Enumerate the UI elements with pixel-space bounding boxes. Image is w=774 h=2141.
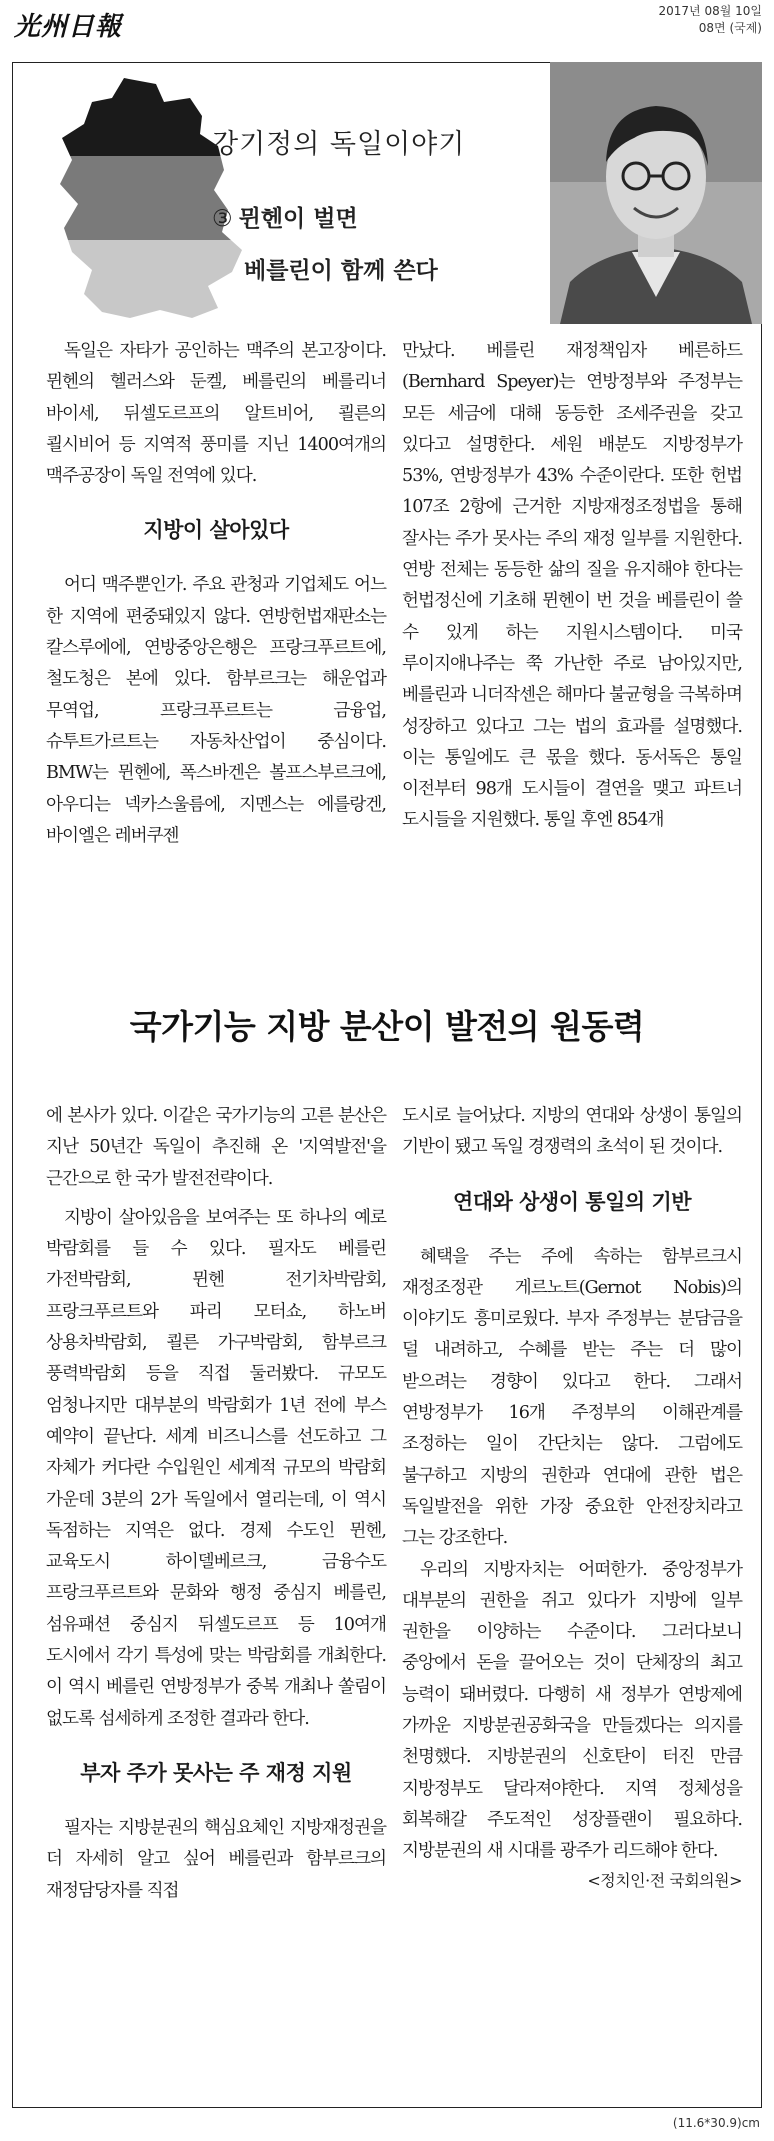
episode-title-text: 뮌헨이 벌면: [238, 206, 358, 232]
author-byline: <정치인·전 국회의원>: [587, 1870, 742, 1890]
body-paragraph: 필자는 지방분권의 핵심요체인 지방재정권을 더 자세히 알고 싶어 베를린과 함부르크의 재정담당자를 직접: [46, 1817, 386, 1901]
issue-page: 08면 (국제): [698, 21, 762, 35]
subhead-solidarity: 연대와 상생이 통일의 기반: [452, 1189, 692, 1214]
episode-title: [212, 200, 358, 233]
lower-left-column: [46, 1101, 386, 1907]
author-portrait: [550, 62, 762, 324]
episode-subtitle: 베를린이 함께 쓴다: [244, 258, 438, 284]
newspaper-logo: 光州日報: [14, 12, 123, 42]
subhead-fiscal-support: 부자 주가 못사는 주 재정 지원: [80, 1760, 352, 1785]
column-header: [12, 62, 762, 324]
lower-right-column: [402, 1101, 742, 1891]
body-paragraph: 지방이 살아있음을 보여주는 또 하나의 예로 박람회를 들 수 있다. 필자도 베를린 가전박람회, 뮌헨 전기차박람회, 프랑크푸르트와 파리 모터쇼, 하노버 상용차박람회, 쾰른 가구박람회, 함부르크 풍력박람회 등을 직접 둘러봤다. 규모도 엄청나지만 대부분의 박람회가 1년 전에 부스 예약이 끝난다. 세계 비즈니스를 선도하고 그 자체가 커다란 수입원인 세계적 규모의 박람회 가운데 3분의 2가 독일에서 열리는데, 이 역시 독점하는 지역은 없다. 경제 수도인 뮌헨, 교육도시 하이델베르크, 금융수도 프랑크푸르트와 문화와 행정 중심지 베를린, 섬유패션 중심지 뒤셀도르프 등 10여개 도시에서 각기 특성에 맞는 박람회를 개최한다. 이 역시 베를린 연방정부가 중복 개최나 쏠림이 없도록 섬세하게 조정한 결과라 한다.: [46, 1207, 386, 1729]
body-paragraph: 어디 맥주뿐인가. 주요 관청과 기업체도 어느 한 지역에 편중돼있지 않다. 연방헌법재판소는 칼스루에에, 연방중앙은행은 프랑크푸르트에, 철도청은 본에 있다. 함부르크는 해운업과 무역업, 프랑크푸르트는 금융업, 슈투트가르트는 자동차산업이 중심이다. BMW는 뮌헨에, 폭스바겐은 볼프스부르크에, 아우디는 넥카스울름에, 지멘스는 에를랑겐, 바이엘은 레버쿠젠: [46, 575, 386, 846]
series-title: 강기정의 독일이야기: [212, 129, 466, 160]
upper-left-column: [46, 336, 386, 852]
body-paragraph: 만났다. 베를린 재정책임자 베른하드(Bernhard Speyer)는 연방정부와 주정부는 모든 세금에 대해 동등한 조세주권을 갖고 있다고 설명한다. 세원 배분도 지방정부가 53%, 연방정부가 43% 수준이란다. 또한 헌법 107조 2항에 근거한 지방재정조정법을 통해 잘사는 주가 못사는 주의 재정 일부를 지원한다. 연방 전체는 동등한 삶의 질을 유지해야 한다는 헌법정신에 기초해 뮌헨이 번 것을 베를린이 쓸 수 있게 하는 지원시스템이다. 미국 루이지애나주는 쭉 가난한 주로 남아있지만, 베를린과 니더작센은 해마다 불균형을 극복하며 성장하고 있다고 그는 법의 효과를 설명했다. 이는 통일에도 큰 몫을 했다. 동서독은 통일 이전부터 98개 도시들이 결연을 맺고 파트너 도시들을 지원했다. 통일 후엔 854개: [402, 341, 742, 831]
main-headline: 국가기능 지방 분산이 발전의 원동력: [129, 1007, 645, 1046]
body-paragraph: 도시로 늘어났다. 지방의 연대와 상생이 통일의 기반이 됐고 독일 경쟁력의 초석이 된 것이다.: [402, 1106, 742, 1158]
body-paragraph: 우리의 지방자치는 어떠한가. 중앙정부가 대부분의 권한을 쥐고 있다가 지방에 일부 권한을 이양하는 수준이다. 그러다보니 중앙에서 돈을 끌어오는 것이 단체장의 최고 능력이 돼버렸다. 다행히 새 정부가 연방제에 가까운 지방분권공화국을 만들겠다는 의지를 천명했다. 지방분권의 신호탄이 터진 만큼 지방정부도 달라져야한다. 지역 정체성을 회복해갈 주도적인 성장플랜이 필요하다. 지방분권의 새 시대를 광주가 리드해야 한다.: [402, 1559, 742, 1862]
germany-map-icon: [32, 72, 272, 322]
body-paragraph: 혜택을 주는 주에 속하는 함부르크시 재정조정관 게르노트(Gernot Nobis)의 이야기도 흥미로웠다. 부자 주정부는 분담금을 덜 내려하고, 수혜를 받는 주는 더 많이 받으려는 경향이 있다고 한다. 그래서 연방정부가 16개 주정부의 이해관계를 조정하는 일이 간단치는 않다. 그럼에도 불구하고 지방의 권한과 연대에 관한 법은 독일발전을 위한 가장 중요한 안전장치라고 그는 강조한다.: [402, 1246, 742, 1549]
upper-right-column: [402, 336, 742, 837]
clipping-size: (11.6*30.9)cm: [672, 2116, 760, 2130]
body-paragraph: 에 본사가 있다. 이같은 국가기능의 고른 분산은 지난 50년간 독일이 추진해 온 '지역발전'을 근간으로 한 국가 발전전략이다.: [46, 1106, 386, 1189]
episode-number: ③: [212, 206, 233, 232]
intro-paragraph: 독일은 자타가 공인하는 맥주의 본고장이다. 뮌헨의 헬러스와 둔켈, 베를린의 베를리너 바이세, 뒤셀도르프의 알트비어, 쾰른의 쾰시비어 등 지역적 풍미를 지닌 1400여개의 맥주공장이 독일 전역에 있다.: [46, 341, 386, 487]
issue-date: 2017년 08월 10일: [658, 4, 762, 18]
issue-info: [659, 3, 762, 37]
flag-band-gold: [32, 240, 272, 322]
subhead-local-alive: 지방이 살아있다: [143, 518, 289, 543]
